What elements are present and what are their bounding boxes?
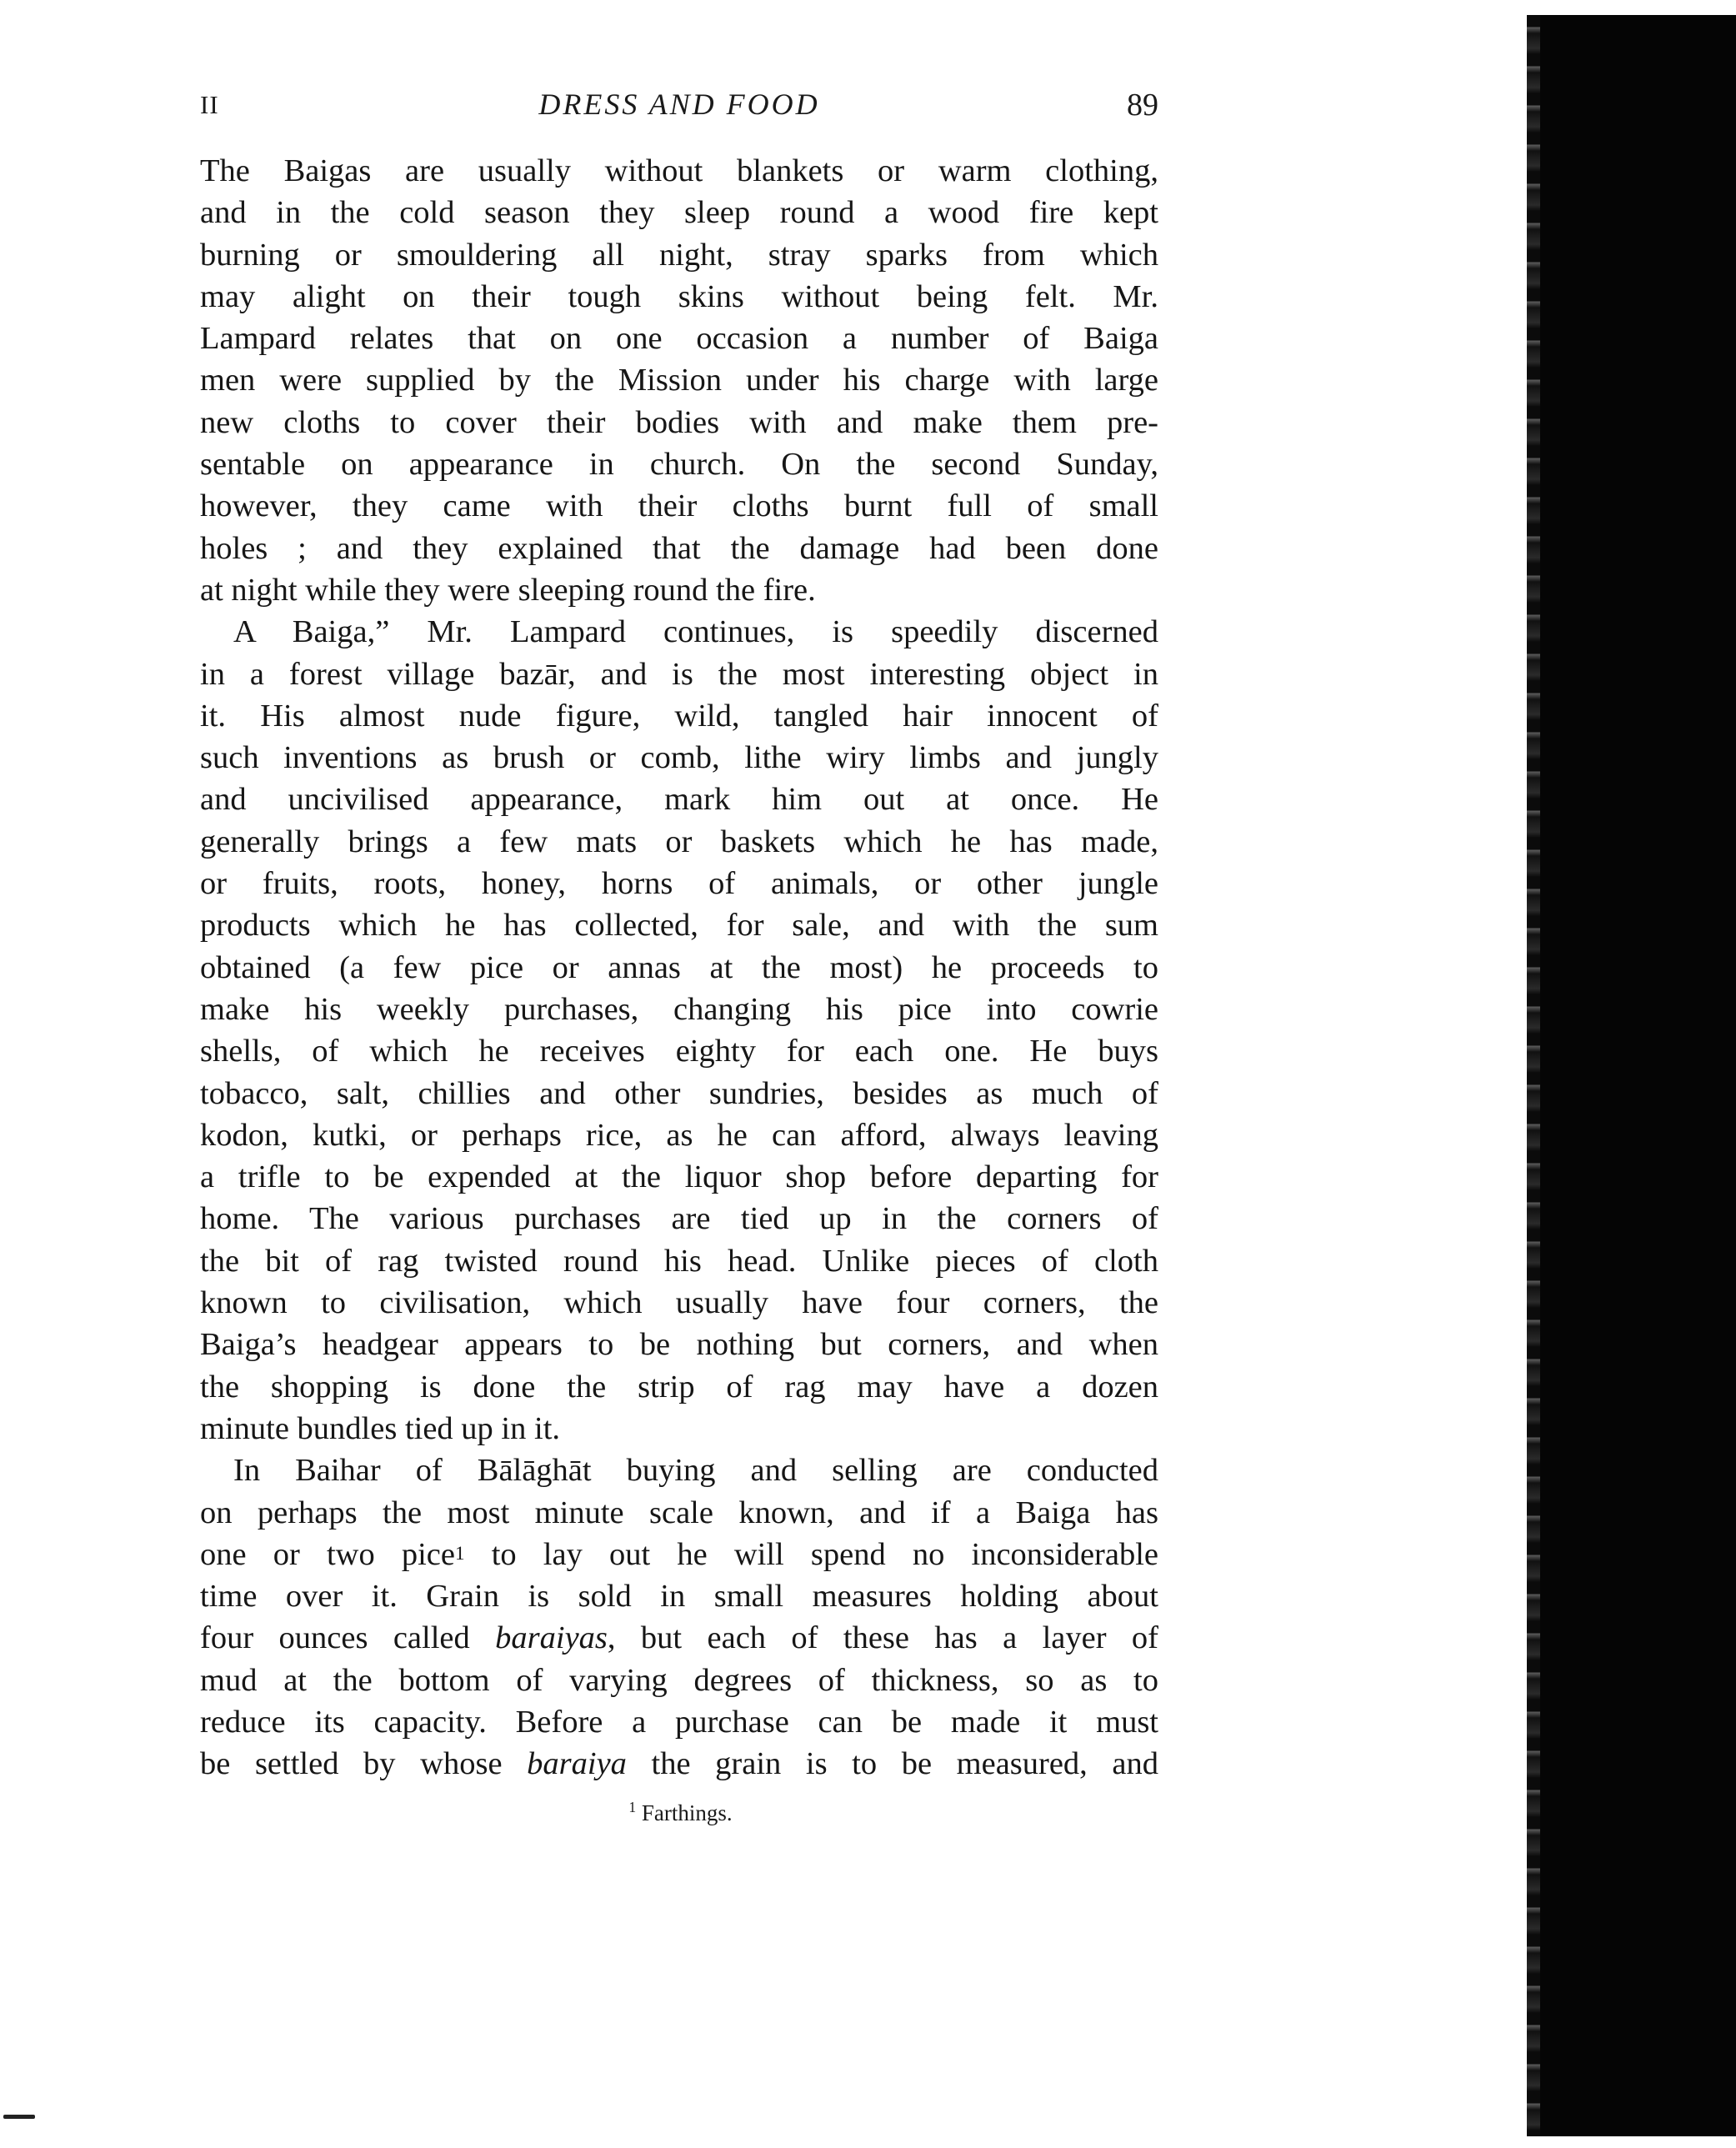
text-line: shells, of which he receives eighty for each one. He buys [200, 1034, 1158, 1069]
text-line: products which he has collected, for sale, and with the sum [200, 908, 1158, 944]
scan-edge-shadow [1540, 15, 1736, 2136]
text-line: in a forest village bazār, and is the most interesting object in [200, 656, 1158, 692]
scan-mark [3, 2115, 35, 2119]
text-line: at night while they were sleeping round the fire. [200, 572, 816, 608]
italic-term: baraiya [527, 1746, 627, 1782]
text-line: kodon, kutki, or perhaps rice, as he can afford, always leaving [200, 1117, 1158, 1153]
text-line: such inventions as brush or comb, lithe wiry limbs and jungly [200, 740, 1158, 776]
text-segment: to lay out he will spend no inconsiderable [464, 1536, 1158, 1572]
text-line: home. The various purchases are tied up in the corners of [200, 1201, 1158, 1237]
text-line: sentable on appearance in church. On the second Sunday, [200, 447, 1158, 483]
italic-term: baraiyas [495, 1620, 608, 1656]
text-line: mud at the bottom of varying degrees of thickness, so as to [200, 1662, 1158, 1698]
footnote-text: Farthings. [641, 1800, 733, 1825]
chapter-number: II [200, 90, 219, 119]
text-line [200, 1743, 1158, 1785]
text-line: new cloths to cover their bodies with and make them pre- [200, 404, 1158, 440]
text-line: Baiga’s headgear appears to be nothing but corners, and when [200, 1327, 1158, 1363]
text-line: obtained (a few pice or annas at the most) he proceeds to [200, 949, 1158, 985]
text-line [200, 1534, 1158, 1575]
running-header [200, 87, 1158, 137]
text-segment: one or two pice [200, 1536, 455, 1572]
body-text [200, 150, 1158, 1785]
text-segment: four ounces called [200, 1620, 496, 1656]
text-segment: be settled by whose [200, 1746, 528, 1782]
text-line: In Baihar of Bālāghāt buying and selling are conducted [233, 1453, 1158, 1489]
footnote-marker: 1 [628, 1799, 637, 1815]
text-line: a trifle to be expended at the liquor shop before departing for [200, 1159, 1158, 1195]
text-line: burning or smouldering all night, stray sparks from which [200, 237, 1158, 273]
text-line: minute bundles tied up in it. [200, 1410, 561, 1446]
text-line: the bit of rag twisted round his head. Unlike pieces of cloth [200, 1243, 1158, 1279]
text-segment: the grain is to be measured, and [626, 1746, 1158, 1782]
text-line: however, they came with their cloths burnt full of small [200, 488, 1158, 524]
page-title: DRESS AND FOOD [538, 88, 820, 121]
footnote-ref: 1 [455, 1541, 465, 1564]
text-line: Lampard relates that on one occasion a number of Baiga [200, 321, 1158, 357]
text-line: on perhaps the most minute scale known, and if a Baiga has [200, 1495, 1158, 1530]
footnote [0, 1800, 1736, 1826]
page-number: 89 [1127, 88, 1158, 123]
text-line: and in the cold season they sleep round a wood fire kept [200, 195, 1158, 231]
text-line: The Baigas are usually without blankets or warm clothing, [200, 153, 1158, 188]
text-line: known to civilisation, which usually have four corners, the [200, 1285, 1158, 1321]
text-line: time over it. Grain is sold in small measures holding about [200, 1579, 1158, 1615]
text-line: make his weekly purchases, changing his pice into cowrie [200, 991, 1158, 1027]
text-line: may alight on their tough skins without being felt. Mr. [200, 278, 1158, 314]
text-line: men were supplied by the Mission under his charge with large [200, 363, 1158, 398]
text-line: the shopping is done the strip of rag may have a dozen [200, 1369, 1158, 1404]
text-line [200, 1617, 1158, 1659]
text-line: tobacco, salt, chillies and other sundries, besides as much of [200, 1075, 1158, 1111]
text-line: reduce its capacity. Before a purchase can be made it must [200, 1704, 1158, 1740]
text-line: A Baiga,” Mr. Lampard continues, is speedily discerned [233, 614, 1158, 650]
text-segment: , but each of these has a layer of [607, 1620, 1158, 1656]
text-line: it. His almost nude figure, wild, tangled hair innocent of [200, 698, 1158, 734]
text-line: and uncivilised appearance, mark him out at once. He [200, 782, 1158, 818]
text-line: holes ; and they explained that the damage had been done [200, 530, 1158, 566]
text-line: or fruits, roots, honey, horns of animals, or other jungle [200, 866, 1158, 902]
text-line: generally brings a few mats or baskets which he has made, [200, 824, 1158, 859]
